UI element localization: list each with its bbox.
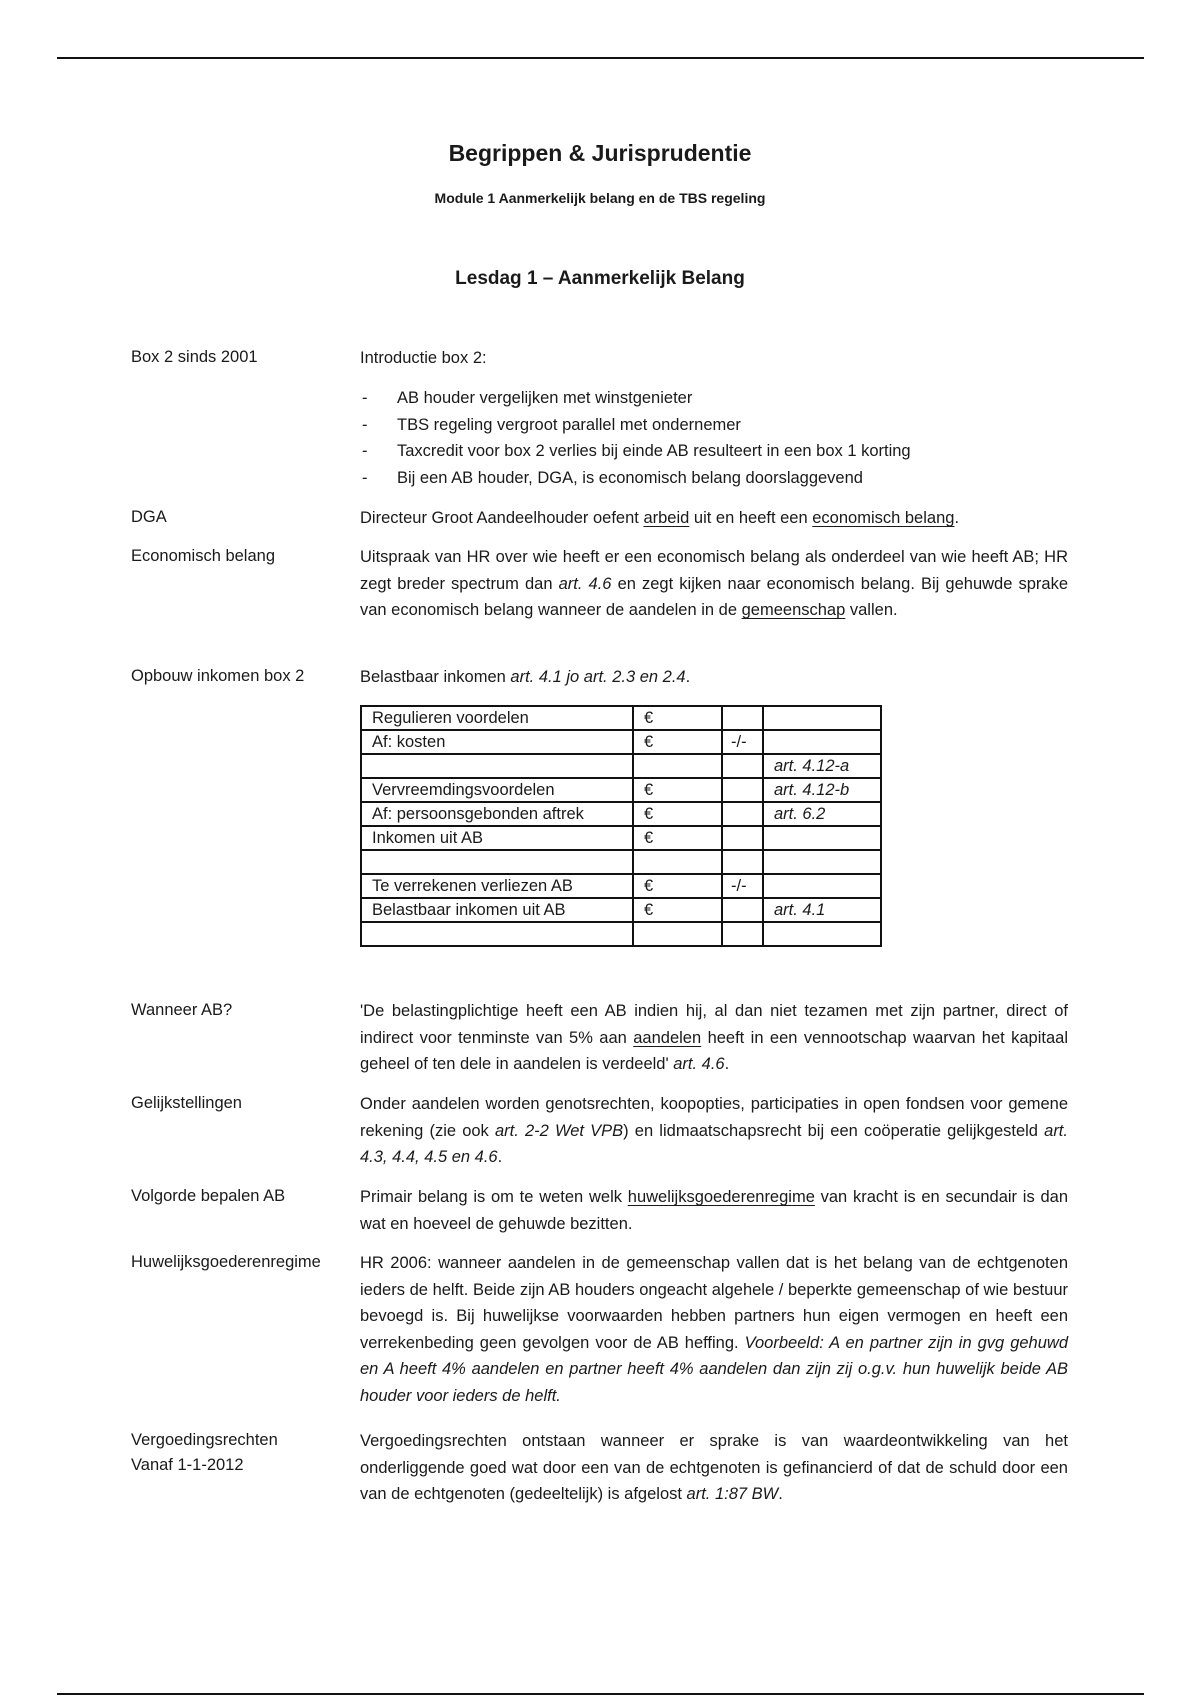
table-row: Af: kosten € -/-: [361, 730, 881, 754]
term-vergoedingsrechten: Vergoedingsrechten Vanaf 1-1-2012: [131, 1431, 278, 1474]
article-reference: art. 4.3, 4.4, 4.5 en 4.6: [360, 1121, 1068, 1166]
article-reference: art. 4.6: [558, 574, 612, 593]
economisch-belang-definition: Uitspraak van HR over wie heeft er een economisch belang als onderdeel van wie heeft AB; HR zegt breder spectrum dan art. 4.6 en zegt kijken naar economisch belang. Bij gehuwde sprake van economisch belang wanneer de aandelen in de gemeenschap vallen.: [360, 548, 1068, 619]
section-heading: Lesdag 1 – Aanmerkelijk Belang: [455, 268, 745, 289]
box2-bullet-list: [360, 385, 911, 491]
underlined-term: arbeid: [643, 509, 690, 527]
underlined-term: aandelen: [633, 1028, 702, 1047]
term-volgorde-bepalen: Volgorde bepalen AB: [131, 1187, 286, 1205]
article-reference: art. 4.6: [673, 1055, 725, 1073]
underlined-term: economisch belang: [812, 509, 955, 527]
vergoedingsrechten-definition: Vergoedingsrechten ontstaan wanneer er sprake is van waardeontwikkeling van het onderliggende goed wat door een van de echtgenoten is gefinancierd of dat de schuld door een van de echtgenoten (gedeeltelijk) is afgelost art. 1:87 BW.: [360, 1432, 1068, 1503]
term-huwelijksgoederenregime: Huwelijksgoederenregime: [131, 1253, 321, 1271]
table-row: [361, 850, 881, 874]
underlined-term: huwelijksgoederenregime: [627, 1188, 815, 1206]
footer-rule: [57, 1693, 1144, 1695]
table-row: Inkomen uit AB €: [361, 826, 881, 850]
header-rule: [57, 57, 1144, 59]
term-gelijkstellingen: Gelijkstellingen: [131, 1094, 242, 1112]
volgorde-definition: Primair belang is om te weten welk huwelijksgoederenregime van kracht is en secundair is dan wat en hoeveel de gehuwde bezitten.: [360, 1188, 1068, 1233]
term-opbouw-inkomen: Opbouw inkomen box 2: [131, 667, 305, 685]
table-row: art. 4.12-a: [361, 754, 881, 778]
box2-intro: Introductie box 2:: [360, 349, 487, 367]
article-reference: art. 4.1 jo art. 2.3 en 2.4: [510, 668, 686, 686]
term-dga: DGA: [131, 508, 167, 526]
list-item: - Bij een AB houder, DGA, is economisch belang doorslaggevend: [360, 465, 911, 492]
dga-definition: Directeur Groot Aandeelhouder oefent arbeid uit en heeft een economisch belang.: [360, 509, 960, 527]
term-economisch-belang: Economisch belang: [131, 547, 276, 565]
income-table: [360, 705, 882, 947]
table-row: Regulieren voordelen €: [361, 706, 881, 730]
list-item: - Taxcredit voor box 2 verlies bij einde AB resulteert in een box 1 korting: [360, 438, 911, 465]
gelijkstellingen-definition: Onder aandelen worden genotsrechten, koopopties, participaties in open fondsen voor gemene rekening (zie ook art. 2-2 Wet VPB) en lidmaatschapsrecht bij een coöperatie gelijkgesteld art. 4.3, 4.4, 4.5 en 4.6.: [360, 1095, 1068, 1166]
list-item: - AB houder vergelijken met winstgenieter: [360, 385, 911, 412]
document-title: Begrippen & Jurisprudentie: [448, 140, 752, 166]
table-row: Te verrekenen verliezen AB € -/-: [361, 874, 881, 898]
underlined-term: gemeenschap: [741, 601, 846, 619]
wanneer-ab-definition: 'De belastingplichtige heeft een AB indien hij, al dan niet tezamen met zijn partner, direct of indirect voor tenminste van 5% aan aandelen heeft in een vennootschap waarvan het kapitaal geheel of ten dele in aandelen is verdeeld' art. 4.6.: [360, 1002, 1068, 1073]
term-wanneer-ab: Wanneer AB?: [131, 1001, 233, 1019]
huwelijksgoederenregime-definition: HR 2006: wanneer aandelen in de gemeenschap vallen dat is het belang van de echtgenoten ieders de helft. Beide zijn AB houders ongeacht algehele / beperkte gemeenschap of wie bestuur bevoegd is. Bij huwelijkse voorwaarden hebben partners hun eigen vermogen en heeft een verrekenbeding geen gevolgen voor de AB heffing. Voorbeeld: A en partner zijn in gvg gehuwd en A heeft 4% aandelen en partner heeft 4% aandelen dan zijn zij o.g.v. hun huwelijk beide AB houder voor ieders de helft.: [360, 1254, 1068, 1405]
article-reference: art. 2-2 Wet VPB: [494, 1121, 624, 1140]
table-row: Belastbaar inkomen uit AB € art. 4.1: [361, 898, 881, 922]
table-row: [361, 922, 881, 946]
table-row: Af: persoonsgebonden aftrek € art. 6.2: [361, 802, 881, 826]
opbouw-intro: Belastbaar inkomen art. 4.1 jo art. 2.3 en 2.4.: [360, 668, 691, 686]
table-row: Vervreemdingsvoordelen € art. 4.12-b: [361, 778, 881, 802]
list-item: - TBS regeling vergroot parallel met ondernemer: [360, 412, 911, 439]
document-subtitle: Module 1 Aanmerkelijk belang en de TBS regeling: [434, 190, 766, 206]
example-text: Voorbeeld: A en partner zijn in gvg gehuwd en A heeft 4% aandelen en partner heeft 4% aandelen dan zijn zij o.g.v. hun huwelijk beide AB houder voor ieders de helft.: [360, 1333, 1068, 1405]
article-reference: art. 1:87 BW: [686, 1485, 779, 1503]
term-box2: Box 2 sinds 2001: [131, 348, 258, 366]
